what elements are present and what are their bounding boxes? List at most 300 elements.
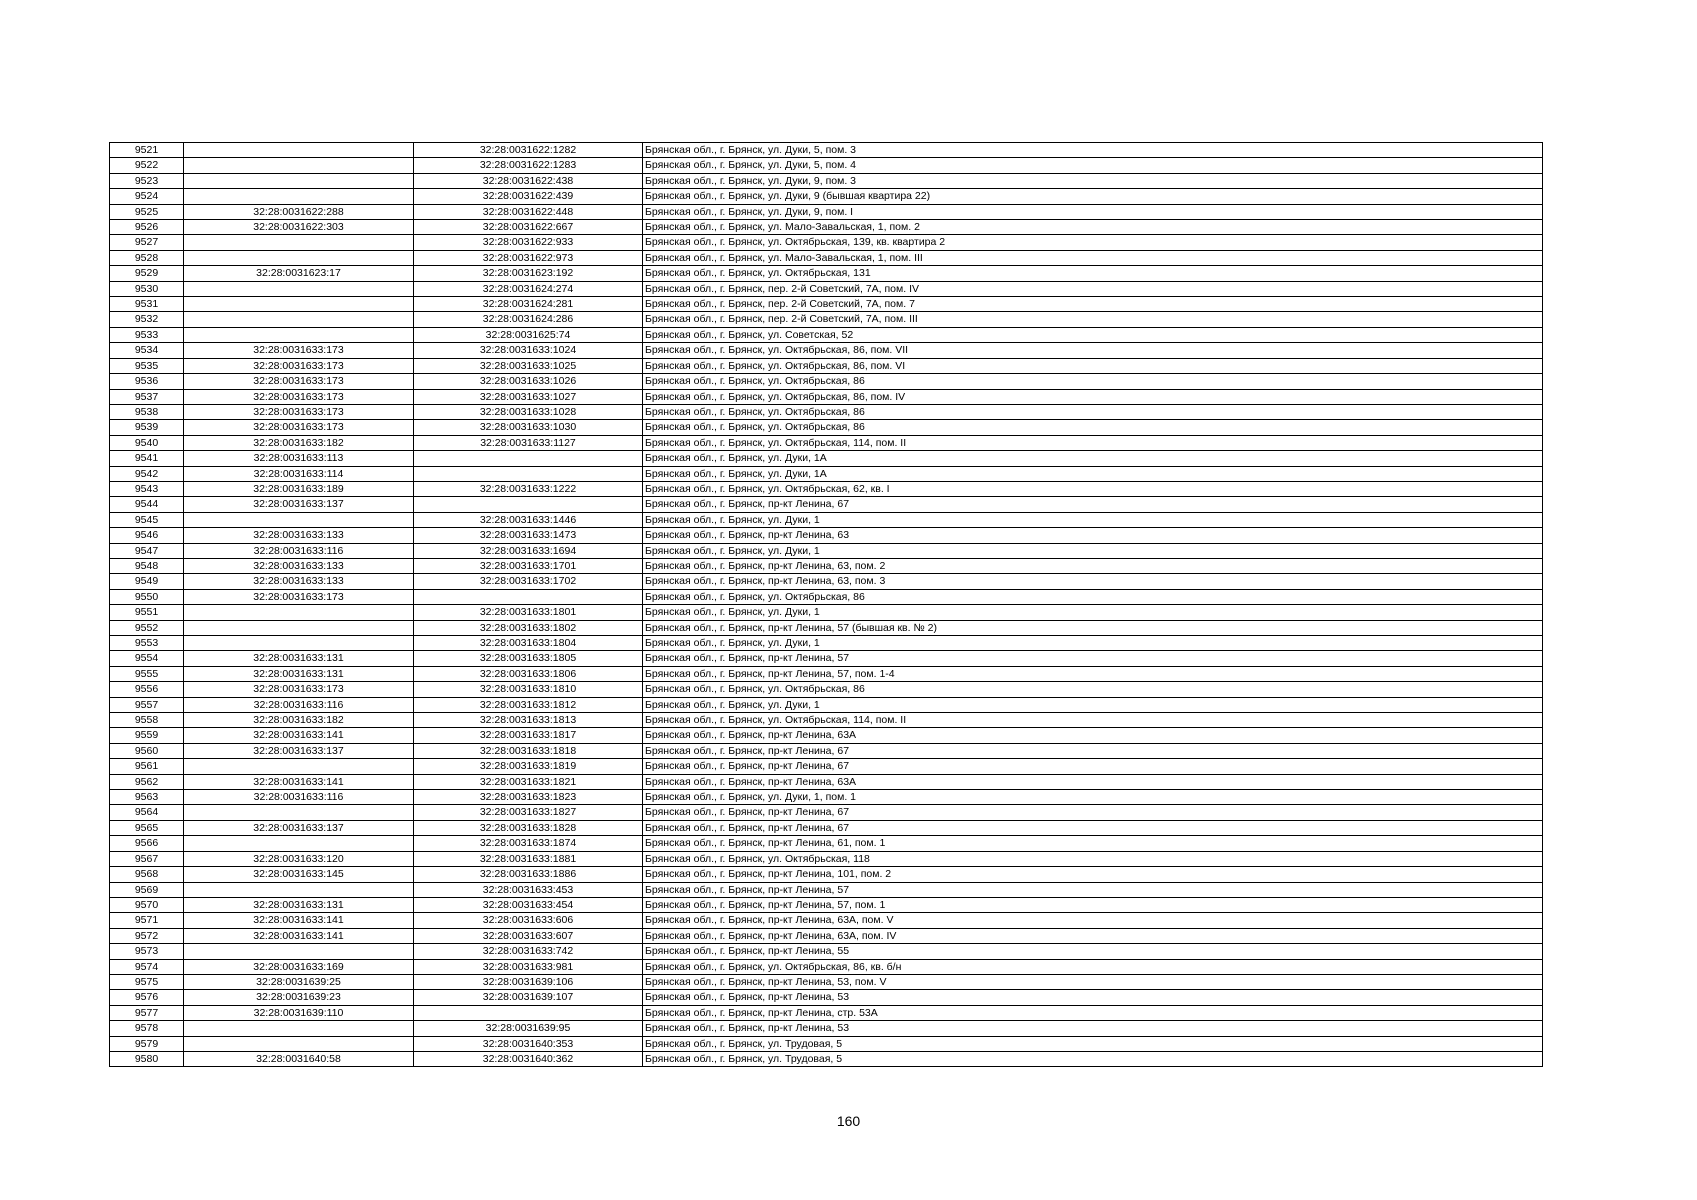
table-row xyxy=(110,959,1543,974)
cadastral-number-cell xyxy=(414,451,643,466)
parent-cadastral-number-cell xyxy=(184,620,414,635)
cadastral-number-cell: 32:28:0031633:1026 xyxy=(414,374,643,389)
address-cell: Брянская обл., г. Брянск, ул. Дуки, 1 xyxy=(643,543,1543,558)
table-row xyxy=(110,913,1543,928)
cadastral-number-cell: 32:28:0031633:1702 xyxy=(414,574,643,589)
parent-cadastral-number-cell: 32:28:0031633:173 xyxy=(184,682,414,697)
row-number-cell: 9541 xyxy=(110,451,184,466)
registry-table-body xyxy=(110,143,1543,1067)
row-number-cell: 9528 xyxy=(110,250,184,265)
table-row xyxy=(110,327,1543,342)
cadastral-number-cell: 32:28:0031633:1821 xyxy=(414,774,643,789)
row-number-cell: 9565 xyxy=(110,820,184,835)
parent-cadastral-number-cell: 32:28:0031640:58 xyxy=(184,1051,414,1066)
cadastral-number-cell: 32:28:0031622:448 xyxy=(414,204,643,219)
parent-cadastral-number-cell: 32:28:0031633:141 xyxy=(184,774,414,789)
parent-cadastral-number-cell: 32:28:0031633:131 xyxy=(184,651,414,666)
parent-cadastral-number-cell: 32:28:0031633:131 xyxy=(184,666,414,681)
address-cell: Брянская обл., г. Брянск, ул. Мало-Завальская, 1, пом. III xyxy=(643,250,1543,265)
parent-cadastral-number-cell: 32:28:0031633:133 xyxy=(184,574,414,589)
row-number-cell: 9527 xyxy=(110,235,184,250)
table-row xyxy=(110,1021,1543,1036)
address-cell: Брянская обл., г. Брянск, пр-кт Ленина, 63, пом. 2 xyxy=(643,558,1543,573)
cadastral-number-cell: 32:28:0031633:1812 xyxy=(414,697,643,712)
row-number-cell: 9542 xyxy=(110,466,184,481)
row-number-cell: 9560 xyxy=(110,743,184,758)
cadastral-number-cell: 32:28:0031624:281 xyxy=(414,297,643,312)
row-number-cell: 9531 xyxy=(110,297,184,312)
cadastral-number-cell: 32:28:0031623:192 xyxy=(414,266,643,281)
table-row xyxy=(110,374,1543,389)
table-row xyxy=(110,990,1543,1005)
row-number-cell: 9535 xyxy=(110,358,184,373)
table-row xyxy=(110,158,1543,173)
cadastral-number-cell: 32:28:0031633:1701 xyxy=(414,558,643,573)
row-number-cell: 9544 xyxy=(110,497,184,512)
parent-cadastral-number-cell xyxy=(184,944,414,959)
row-number-cell: 9546 xyxy=(110,528,184,543)
row-number-cell: 9566 xyxy=(110,836,184,851)
cadastral-number-cell: 32:28:0031622:933 xyxy=(414,235,643,250)
parent-cadastral-number-cell: 32:28:0031633:113 xyxy=(184,451,414,466)
cadastral-number-cell: 32:28:0031633:1028 xyxy=(414,404,643,419)
row-number-cell: 9570 xyxy=(110,897,184,912)
table-row xyxy=(110,574,1543,589)
address-cell: Брянская обл., г. Брянск, ул. Дуки, 9 (бывшая квартира 22) xyxy=(643,189,1543,204)
address-cell: Брянская обл., г. Брянск, ул. Дуки, 9, пом. I xyxy=(643,204,1543,219)
cadastral-number-cell: 32:28:0031624:274 xyxy=(414,281,643,296)
row-number-cell: 9526 xyxy=(110,220,184,235)
cadastral-number-cell: 32:28:0031633:1804 xyxy=(414,636,643,651)
cadastral-number-cell: 32:28:0031633:1818 xyxy=(414,743,643,758)
row-number-cell: 9521 xyxy=(110,143,184,158)
cadastral-number-cell: 32:28:0031633:1874 xyxy=(414,836,643,851)
table-row xyxy=(110,204,1543,219)
cadastral-number-cell: 32:28:0031633:1473 xyxy=(414,528,643,543)
table-row xyxy=(110,974,1543,989)
cadastral-number-cell xyxy=(414,589,643,604)
table-row xyxy=(110,805,1543,820)
row-number-cell: 9539 xyxy=(110,420,184,435)
table-row xyxy=(110,235,1543,250)
cadastral-number-cell: 32:28:0031633:1127 xyxy=(414,435,643,450)
cadastral-number-cell: 32:28:0031624:286 xyxy=(414,312,643,327)
parent-cadastral-number-cell xyxy=(184,312,414,327)
parent-cadastral-number-cell: 32:28:0031633:116 xyxy=(184,543,414,558)
parent-cadastral-number-cell: 32:28:0031633:173 xyxy=(184,420,414,435)
table-row xyxy=(110,173,1543,188)
table-row xyxy=(110,358,1543,373)
table-row xyxy=(110,558,1543,573)
cadastral-number-cell: 32:28:0031622:1283 xyxy=(414,158,643,173)
cadastral-number-cell: 32:28:0031633:1694 xyxy=(414,543,643,558)
cadastral-number-cell: 32:28:0031633:1819 xyxy=(414,759,643,774)
address-cell: Брянская обл., г. Брянск, ул. Октябрьская, 86, пом. IV xyxy=(643,389,1543,404)
table-row xyxy=(110,928,1543,943)
address-cell: Брянская обл., г. Брянск, пр-кт Ленина, 63 xyxy=(643,528,1543,543)
row-number-cell: 9532 xyxy=(110,312,184,327)
parent-cadastral-number-cell: 32:28:0031633:133 xyxy=(184,528,414,543)
address-cell: Брянская обл., г. Брянск, ул. Дуки, 1 xyxy=(643,697,1543,712)
cadastral-number-cell: 32:28:0031633:1024 xyxy=(414,343,643,358)
table-row xyxy=(110,897,1543,912)
table-row xyxy=(110,481,1543,496)
parent-cadastral-number-cell xyxy=(184,281,414,296)
parent-cadastral-number-cell xyxy=(184,512,414,527)
parent-cadastral-number-cell: 32:28:0031639:110 xyxy=(184,1005,414,1020)
address-cell: Брянская обл., г. Брянск, ул. Дуки, 1, пом. 1 xyxy=(643,790,1543,805)
parent-cadastral-number-cell xyxy=(184,327,414,342)
table-row xyxy=(110,543,1543,558)
table-row xyxy=(110,528,1543,543)
cadastral-number-cell: 32:28:0031633:1828 xyxy=(414,820,643,835)
address-cell: Брянская обл., г. Брянск, пр-кт Ленина, 53, пом. V xyxy=(643,974,1543,989)
address-cell: Брянская обл., г. Брянск, пр-кт Ленина, 101, пом. 2 xyxy=(643,867,1543,882)
address-cell: Брянская обл., г. Брянск, ул. Дуки, 1 xyxy=(643,512,1543,527)
address-cell: Брянская обл., г. Брянск, ул. Дуки, 1 xyxy=(643,605,1543,620)
parent-cadastral-number-cell xyxy=(184,605,414,620)
address-cell: Брянская обл., г. Брянск, пр-кт Ленина, 57, пом. 1-4 xyxy=(643,666,1543,681)
address-cell: Брянская обл., г. Брянск, ул. Октябрьская, 86 xyxy=(643,420,1543,435)
row-number-cell: 9549 xyxy=(110,574,184,589)
address-cell: Брянская обл., г. Брянск, ул. Дуки, 1А xyxy=(643,451,1543,466)
address-cell: Брянская обл., г. Брянск, ул. Октябрьская, 118 xyxy=(643,851,1543,866)
address-cell: Брянская обл., г. Брянск, ул. Октябрьская, 86 xyxy=(643,682,1543,697)
row-number-cell: 9525 xyxy=(110,204,184,219)
cadastral-number-cell: 32:28:0031639:95 xyxy=(414,1021,643,1036)
parent-cadastral-number-cell xyxy=(184,805,414,820)
address-cell: Брянская обл., г. Брянск, пр-кт Ленина, 55 xyxy=(643,944,1543,959)
row-number-cell: 9550 xyxy=(110,589,184,604)
table-row xyxy=(110,143,1543,158)
table-row xyxy=(110,697,1543,712)
table-row xyxy=(110,281,1543,296)
address-cell: Брянская обл., г. Брянск, пр-кт Ленина, 67 xyxy=(643,759,1543,774)
parent-cadastral-number-cell: 32:28:0031633:141 xyxy=(184,728,414,743)
row-number-cell: 9580 xyxy=(110,1051,184,1066)
cadastral-number-cell: 32:28:0031633:1027 xyxy=(414,389,643,404)
row-number-cell: 9572 xyxy=(110,928,184,943)
page-number: 160 xyxy=(836,1113,861,1129)
row-number-cell: 9563 xyxy=(110,790,184,805)
address-cell: Брянская обл., г. Брянск, ул. Октябрьская, 114, пом. II xyxy=(643,713,1543,728)
table-row xyxy=(110,743,1543,758)
table-row xyxy=(110,189,1543,204)
address-cell: Брянская обл., г. Брянск, пр-кт Ленина, 57 (бывшая кв. № 2) xyxy=(643,620,1543,635)
table-row xyxy=(110,820,1543,835)
table-row xyxy=(110,867,1543,882)
parent-cadastral-number-cell xyxy=(184,882,414,897)
cadastral-number-cell: 32:28:0031633:1805 xyxy=(414,651,643,666)
registry-table xyxy=(109,142,1543,1067)
parent-cadastral-number-cell xyxy=(184,250,414,265)
table-row xyxy=(110,250,1543,265)
parent-cadastral-number-cell: 32:28:0031639:25 xyxy=(184,974,414,989)
address-cell: Брянская обл., г. Брянск, пр-кт Ленина, стр. 53А xyxy=(643,1005,1543,1020)
address-cell: Брянская обл., г. Брянск, пр-кт Ленина, 61, пом. 1 xyxy=(643,836,1543,851)
row-number-cell: 9529 xyxy=(110,266,184,281)
row-number-cell: 9534 xyxy=(110,343,184,358)
table-row xyxy=(110,851,1543,866)
parent-cadastral-number-cell: 32:28:0031633:131 xyxy=(184,897,414,912)
address-cell: Брянская обл., г. Брянск, пр-кт Ленина, 63А xyxy=(643,774,1543,789)
cadastral-number-cell: 32:28:0031625:74 xyxy=(414,327,643,342)
parent-cadastral-number-cell xyxy=(184,297,414,312)
cadastral-number-cell: 32:28:0031639:106 xyxy=(414,974,643,989)
cadastral-number-cell: 32:28:0031633:1025 xyxy=(414,358,643,373)
table-row xyxy=(110,497,1543,512)
parent-cadastral-number-cell xyxy=(184,836,414,851)
parent-cadastral-number-cell xyxy=(184,235,414,250)
address-cell: Брянская обл., г. Брянск, ул. Дуки, 1 xyxy=(643,636,1543,651)
table-row xyxy=(110,774,1543,789)
cadastral-number-cell xyxy=(414,497,643,512)
cadastral-number-cell: 32:28:0031633:607 xyxy=(414,928,643,943)
address-cell: Брянская обл., г. Брянск, ул. Трудовая, 5 xyxy=(643,1036,1543,1051)
row-number-cell: 9551 xyxy=(110,605,184,620)
cadastral-number-cell: 32:28:0031633:1813 xyxy=(414,713,643,728)
address-cell: Брянская обл., г. Брянск, ул. Октябрьская, 86 xyxy=(643,589,1543,604)
row-number-cell: 9568 xyxy=(110,867,184,882)
table-row xyxy=(110,266,1543,281)
row-number-cell: 9537 xyxy=(110,389,184,404)
row-number-cell: 9576 xyxy=(110,990,184,1005)
parent-cadastral-number-cell: 32:28:0031633:116 xyxy=(184,697,414,712)
table-row xyxy=(110,404,1543,419)
cadastral-number-cell: 32:28:0031633:1801 xyxy=(414,605,643,620)
row-number-cell: 9556 xyxy=(110,682,184,697)
row-number-cell: 9536 xyxy=(110,374,184,389)
table-row xyxy=(110,790,1543,805)
parent-cadastral-number-cell xyxy=(184,636,414,651)
address-cell: Брянская обл., г. Брянск, ул. Дуки, 5, пом. 3 xyxy=(643,143,1543,158)
address-cell: Брянская обл., г. Брянск, ул. Мало-Завальская, 1, пом. 2 xyxy=(643,220,1543,235)
cadastral-number-cell: 32:28:0031622:438 xyxy=(414,173,643,188)
cadastral-number-cell: 32:28:0031622:1282 xyxy=(414,143,643,158)
parent-cadastral-number-cell: 32:28:0031633:116 xyxy=(184,790,414,805)
table-row xyxy=(110,1036,1543,1051)
cadastral-number-cell: 32:28:0031640:362 xyxy=(414,1051,643,1066)
address-cell: Брянская обл., г. Брянск, пр-кт Ленина, 53 xyxy=(643,990,1543,1005)
parent-cadastral-number-cell: 32:28:0031633:173 xyxy=(184,374,414,389)
table-row xyxy=(110,836,1543,851)
row-number-cell: 9558 xyxy=(110,713,184,728)
row-number-cell: 9578 xyxy=(110,1021,184,1036)
parent-cadastral-number-cell xyxy=(184,158,414,173)
table-row xyxy=(110,620,1543,635)
parent-cadastral-number-cell: 32:28:0031633:173 xyxy=(184,589,414,604)
table-row xyxy=(110,605,1543,620)
address-cell: Брянская обл., г. Брянск, ул. Октябрьская, 86, пом. VI xyxy=(643,358,1543,373)
parent-cadastral-number-cell: 32:28:0031622:288 xyxy=(184,204,414,219)
address-cell: Брянская обл., г. Брянск, ул. Трудовая, 5 xyxy=(643,1051,1543,1066)
parent-cadastral-number-cell: 32:28:0031633:141 xyxy=(184,913,414,928)
parent-cadastral-number-cell xyxy=(184,1021,414,1036)
parent-cadastral-number-cell: 32:28:0031622:303 xyxy=(184,220,414,235)
parent-cadastral-number-cell: 32:28:0031633:145 xyxy=(184,867,414,882)
row-number-cell: 9538 xyxy=(110,404,184,419)
address-cell: Брянская обл., г. Брянск, пр-кт Ленина, 57 xyxy=(643,882,1543,897)
row-number-cell: 9577 xyxy=(110,1005,184,1020)
row-number-cell: 9524 xyxy=(110,189,184,204)
row-number-cell: 9561 xyxy=(110,759,184,774)
parent-cadastral-number-cell xyxy=(184,173,414,188)
parent-cadastral-number-cell: 32:28:0031633:173 xyxy=(184,404,414,419)
cadastral-number-cell: 32:28:0031633:1886 xyxy=(414,867,643,882)
cadastral-number-cell: 32:28:0031633:1881 xyxy=(414,851,643,866)
parent-cadastral-number-cell: 32:28:0031633:120 xyxy=(184,851,414,866)
table-row xyxy=(110,666,1543,681)
table-row xyxy=(110,1005,1543,1020)
address-cell: Брянская обл., г. Брянск, ул. Дуки, 9, пом. 3 xyxy=(643,173,1543,188)
row-number-cell: 9557 xyxy=(110,697,184,712)
parent-cadastral-number-cell: 32:28:0031623:17 xyxy=(184,266,414,281)
parent-cadastral-number-cell: 32:28:0031633:137 xyxy=(184,743,414,758)
cadastral-number-cell: 32:28:0031633:1802 xyxy=(414,620,643,635)
parent-cadastral-number-cell: 32:28:0031633:137 xyxy=(184,820,414,835)
address-cell: Брянская обл., г. Брянск, пр-кт Ленина, 53 xyxy=(643,1021,1543,1036)
cadastral-number-cell: 32:28:0031633:606 xyxy=(414,913,643,928)
parent-cadastral-number-cell xyxy=(184,189,414,204)
row-number-cell: 9575 xyxy=(110,974,184,989)
cadastral-number-cell: 32:28:0031633:1222 xyxy=(414,481,643,496)
address-cell: Брянская обл., г. Брянск, пр-кт Ленина, 63, пом. 3 xyxy=(643,574,1543,589)
table-row xyxy=(110,297,1543,312)
row-number-cell: 9548 xyxy=(110,558,184,573)
address-cell: Брянская обл., г. Брянск, пр-кт Ленина, 57, пом. 1 xyxy=(643,897,1543,912)
row-number-cell: 9555 xyxy=(110,666,184,681)
row-number-cell: 9554 xyxy=(110,651,184,666)
cadastral-number-cell: 32:28:0031633:1823 xyxy=(414,790,643,805)
parent-cadastral-number-cell: 32:28:0031633:182 xyxy=(184,713,414,728)
address-cell: Брянская обл., г. Брянск, ул. Октябрьская, 86 xyxy=(643,374,1543,389)
row-number-cell: 9543 xyxy=(110,481,184,496)
address-cell: Брянская обл., г. Брянск, ул. Советская, 52 xyxy=(643,327,1543,342)
address-cell: Брянская обл., г. Брянск, пер. 2-й Советский, 7А, пом. III xyxy=(643,312,1543,327)
parent-cadastral-number-cell: 32:28:0031633:114 xyxy=(184,466,414,481)
row-number-cell: 9571 xyxy=(110,913,184,928)
table-row xyxy=(110,636,1543,651)
address-cell: Брянская обл., г. Брянск, ул. Октябрьская, 131 xyxy=(643,266,1543,281)
parent-cadastral-number-cell: 32:28:0031633:137 xyxy=(184,497,414,512)
table-row xyxy=(110,759,1543,774)
table-row xyxy=(110,389,1543,404)
address-cell: Брянская обл., г. Брянск, пер. 2-й Советский, 7А, пом. 7 xyxy=(643,297,1543,312)
parent-cadastral-number-cell: 32:28:0031633:173 xyxy=(184,343,414,358)
cadastral-number-cell xyxy=(414,1005,643,1020)
cadastral-number-cell: 32:28:0031633:1817 xyxy=(414,728,643,743)
row-number-cell: 9579 xyxy=(110,1036,184,1051)
cadastral-number-cell: 32:28:0031633:742 xyxy=(414,944,643,959)
table-row xyxy=(110,435,1543,450)
cadastral-number-cell: 32:28:0031633:1827 xyxy=(414,805,643,820)
cadastral-number-cell: 32:28:0031622:439 xyxy=(414,189,643,204)
table-row xyxy=(110,220,1543,235)
cadastral-number-cell: 32:28:0031639:107 xyxy=(414,990,643,1005)
address-cell: Брянская обл., г. Брянск, пр-кт Ленина, 67 xyxy=(643,820,1543,835)
address-cell: Брянская обл., г. Брянск, ул. Дуки, 5, пом. 4 xyxy=(643,158,1543,173)
address-cell: Брянская обл., г. Брянск, ул. Октябрьская, 139, кв. квартира 2 xyxy=(643,235,1543,250)
address-cell: Брянская обл., г. Брянск, пр-кт Ленина, 67 xyxy=(643,743,1543,758)
address-cell: Брянская обл., г. Брянск, ул. Октябрьская, 86 xyxy=(643,404,1543,419)
row-number-cell: 9559 xyxy=(110,728,184,743)
row-number-cell: 9574 xyxy=(110,959,184,974)
row-number-cell: 9562 xyxy=(110,774,184,789)
cadastral-number-cell: 32:28:0031633:1810 xyxy=(414,682,643,697)
cadastral-number-cell xyxy=(414,466,643,481)
row-number-cell: 9545 xyxy=(110,512,184,527)
table-row xyxy=(110,882,1543,897)
row-number-cell: 9547 xyxy=(110,543,184,558)
parent-cadastral-number-cell xyxy=(184,143,414,158)
cadastral-number-cell: 32:28:0031633:981 xyxy=(414,959,643,974)
row-number-cell: 9553 xyxy=(110,636,184,651)
row-number-cell: 9569 xyxy=(110,882,184,897)
address-cell: Брянская обл., г. Брянск, пр-кт Ленина, 67 xyxy=(643,497,1543,512)
address-cell: Брянская обл., г. Брянск, пр-кт Ленина, 63А xyxy=(643,728,1543,743)
address-cell: Брянская обл., г. Брянск, ул. Октябрьская, 114, пом. II xyxy=(643,435,1543,450)
parent-cadastral-number-cell: 32:28:0031633:182 xyxy=(184,435,414,450)
row-number-cell: 9533 xyxy=(110,327,184,342)
row-number-cell: 9530 xyxy=(110,281,184,296)
table-row xyxy=(110,343,1543,358)
table-row xyxy=(110,451,1543,466)
table-row xyxy=(110,1051,1543,1066)
row-number-cell: 9552 xyxy=(110,620,184,635)
row-number-cell: 9573 xyxy=(110,944,184,959)
parent-cadastral-number-cell xyxy=(184,1036,414,1051)
parent-cadastral-number-cell: 32:28:0031633:173 xyxy=(184,389,414,404)
cadastral-number-cell: 32:28:0031622:973 xyxy=(414,250,643,265)
table-row xyxy=(110,944,1543,959)
table-row xyxy=(110,713,1543,728)
address-cell: Брянская обл., г. Брянск, пр-кт Ленина, 63А, пом. V xyxy=(643,913,1543,928)
address-cell: Брянская обл., г. Брянск, ул. Октябрьская, 86, кв. б/н xyxy=(643,959,1543,974)
table-row xyxy=(110,312,1543,327)
cadastral-number-cell: 32:28:0031633:1446 xyxy=(414,512,643,527)
parent-cadastral-number-cell: 32:28:0031633:141 xyxy=(184,928,414,943)
table-row xyxy=(110,651,1543,666)
parent-cadastral-number-cell: 32:28:0031639:23 xyxy=(184,990,414,1005)
address-cell: Брянская обл., г. Брянск, ул. Октябрьская, 86, пом. VII xyxy=(643,343,1543,358)
cadastral-number-cell: 32:28:0031633:453 xyxy=(414,882,643,897)
table-row xyxy=(110,466,1543,481)
cadastral-number-cell: 32:28:0031640:353 xyxy=(414,1036,643,1051)
parent-cadastral-number-cell: 32:28:0031633:189 xyxy=(184,481,414,496)
row-number-cell: 9567 xyxy=(110,851,184,866)
address-cell: Брянская обл., г. Брянск, пр-кт Ленина, 57 xyxy=(643,651,1543,666)
row-number-cell: 9564 xyxy=(110,805,184,820)
parent-cadastral-number-cell: 32:28:0031633:133 xyxy=(184,558,414,573)
address-cell: Брянская обл., г. Брянск, ул. Дуки, 1А xyxy=(643,466,1543,481)
address-cell: Брянская обл., г. Брянск, пр-кт Ленина, 67 xyxy=(643,805,1543,820)
address-cell: Брянская обл., г. Брянск, пер. 2-й Советский, 7А, пом. IV xyxy=(643,281,1543,296)
table-row xyxy=(110,728,1543,743)
row-number-cell: 9522 xyxy=(110,158,184,173)
cadastral-number-cell: 32:28:0031622:667 xyxy=(414,220,643,235)
row-number-cell: 9540 xyxy=(110,435,184,450)
parent-cadastral-number-cell: 32:28:0031633:169 xyxy=(184,959,414,974)
address-cell: Брянская обл., г. Брянск, ул. Октябрьская, 62, кв. I xyxy=(643,481,1543,496)
parent-cadastral-number-cell: 32:28:0031633:173 xyxy=(184,358,414,373)
table-row xyxy=(110,589,1543,604)
table-row xyxy=(110,512,1543,527)
row-number-cell: 9523 xyxy=(110,173,184,188)
cadastral-number-cell: 32:28:0031633:1806 xyxy=(414,666,643,681)
address-cell: Брянская обл., г. Брянск, пр-кт Ленина, 63А, пом. IV xyxy=(643,928,1543,943)
table-row xyxy=(110,682,1543,697)
cadastral-number-cell: 32:28:0031633:454 xyxy=(414,897,643,912)
